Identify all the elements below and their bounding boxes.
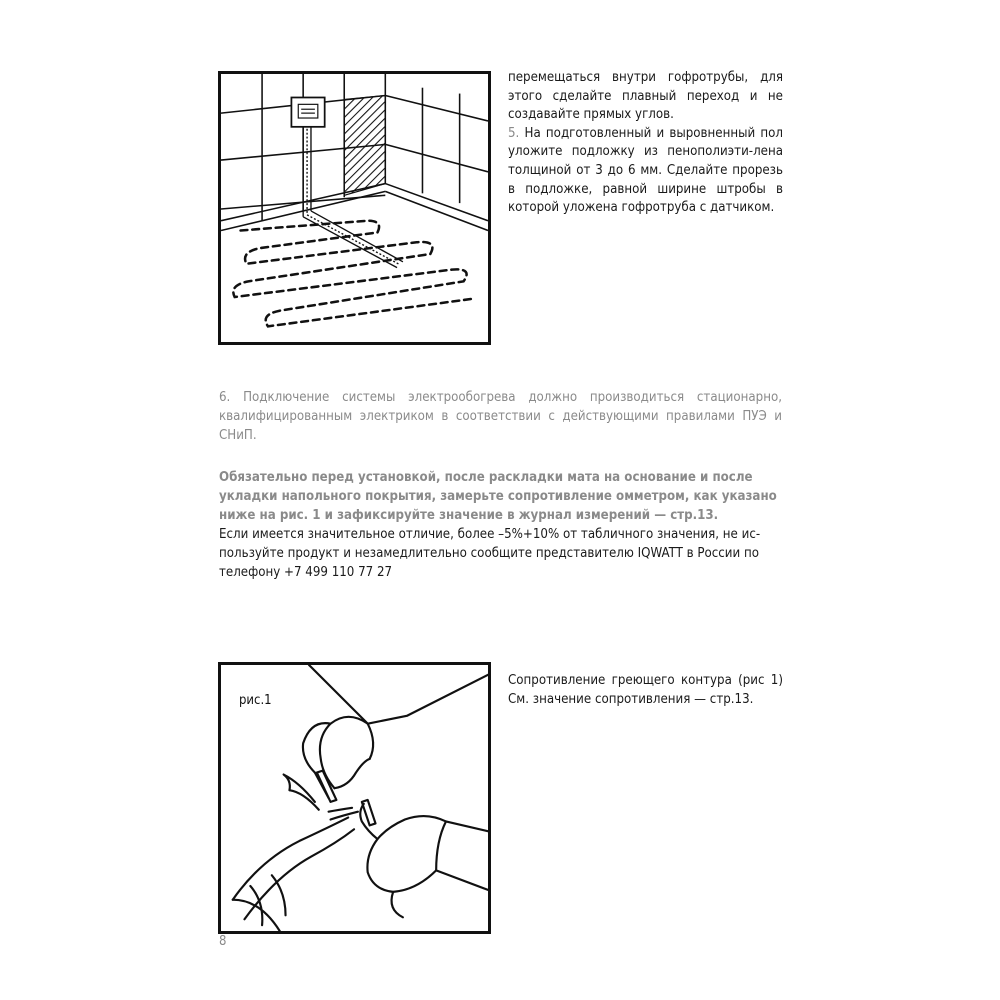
step-6 (219, 388, 782, 445)
resistance-warning (219, 468, 782, 582)
installation-instructions-text (508, 69, 783, 218)
floor-installation-illustration (218, 71, 491, 345)
resistance-measurement-illustration (218, 662, 491, 934)
resistance-note: Сопротивление греющего контура (рис 1) См. значение сопротивления — стр.13. (508, 673, 783, 707)
step-6-text: Подключение системы электрообогрева должно производиться стационарно, квалифицированным электриком в соответствии с действующими правилами ПУЭ и СНиП. (219, 390, 782, 443)
step-5 (508, 125, 783, 218)
warning-normal-text: Если имеется значительное отличие, более –5%+10% от табличного значения, не ис-пользуйте продукт и незамедлительно сообщите представителю IQWATT в России по телефону +7 499 110 77 27 (219, 527, 761, 580)
warning-bold-text: Обязательно перед установкой, после раскладки мата на основание и после укладки напольного покрытия, замерьте сопротивление омметром, как указано ниже на рис. 1 и зафиксируйте значение в журнал измерений — стр.13. (219, 470, 777, 523)
figure-1-caption: рис.1 (239, 693, 272, 708)
step-5-text: На подготовленный и выровненный пол уложите подложку из пенополиэти-лена толщиной от 3 до 6 мм. Сделайте прорезь в подложке, равной ширине штробы в которой уложена гофротруба с датчиком. (508, 125, 783, 216)
step-5-number: 5. (508, 125, 520, 141)
step-6-number: 6. (219, 390, 231, 405)
page-number: 8 (219, 934, 227, 949)
conduit-instruction: перемещаться внутри гофротрубы, для этого сделайте плавный переход и не создавайте прямых углов. (508, 70, 783, 123)
